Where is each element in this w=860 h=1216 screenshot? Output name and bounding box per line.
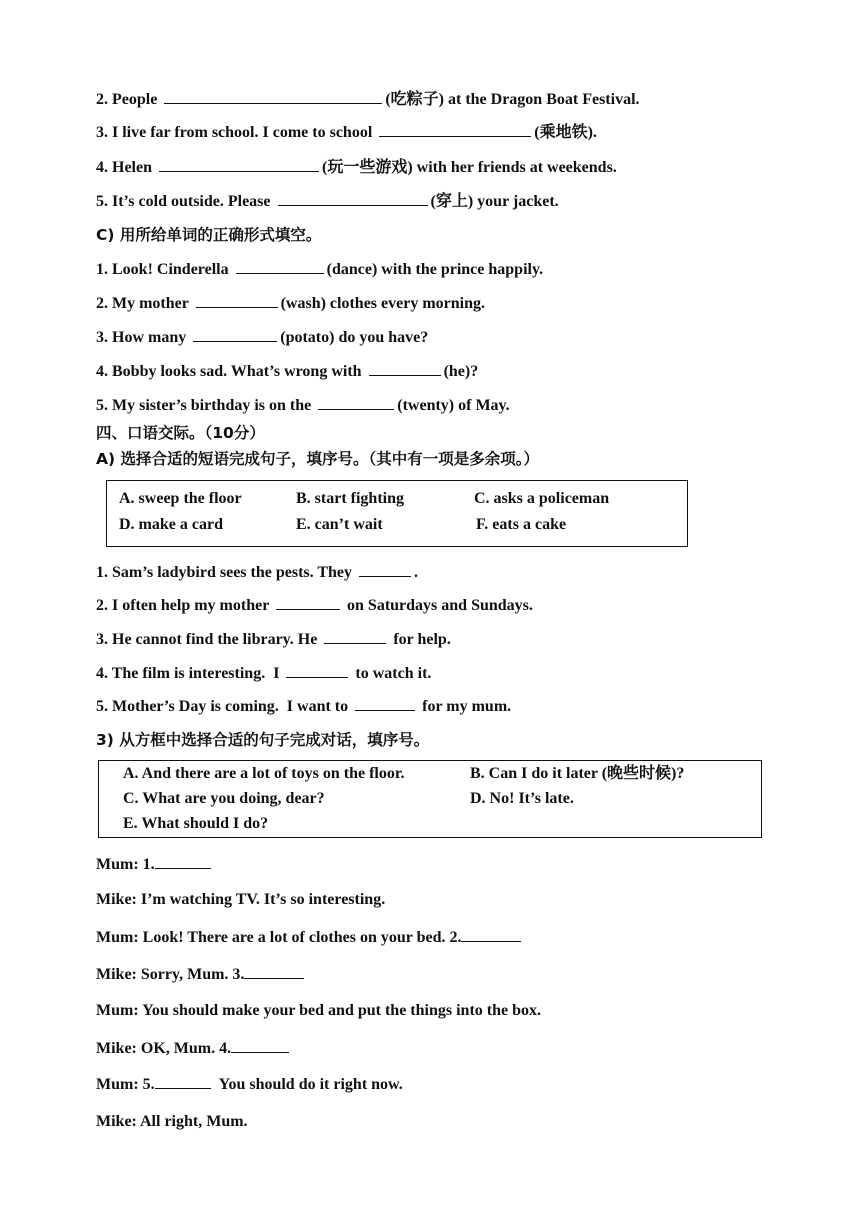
- question-number: 3.: [96, 124, 108, 141]
- answer-blank[interactable]: [355, 696, 415, 711]
- part-c-question-3: [96, 327, 428, 348]
- answer-blank[interactable]: [236, 259, 324, 274]
- answer-blank[interactable]: [159, 157, 319, 172]
- sentence-option-b: B. Can I do it later (晚些时候)?: [470, 765, 685, 782]
- question-text: (he)?: [443, 363, 479, 380]
- question-number: 5.: [96, 397, 108, 414]
- section-4a-heading: A) 选择合适的短语完成句子，填序号。（其中有一项是多余项。）: [96, 450, 539, 468]
- sentence-option-e: E. What should I do?: [123, 815, 269, 832]
- dialogue-line-6: [96, 1038, 292, 1059]
- section-4-heading: 四、口语交际。（10分）: [96, 424, 265, 442]
- part-b-question-4: [96, 157, 617, 178]
- option-e: E. can’t wait: [296, 516, 383, 533]
- answer-blank[interactable]: [324, 629, 386, 644]
- speaker-label: Mum:: [96, 1076, 139, 1093]
- dialogue-text: You should make your bed and put the things into the box.: [142, 1002, 541, 1019]
- dialogue-line-7: [96, 1074, 403, 1095]
- question-number: 4.: [96, 665, 108, 682]
- question-text: Bobby looks sad. What’s wrong with: [112, 363, 362, 380]
- dialogue-line-2: [96, 890, 385, 910]
- question-text: for help.: [393, 631, 451, 648]
- answer-blank[interactable]: [244, 964, 304, 979]
- option-d: D. make a card: [119, 516, 223, 533]
- section-4a-question-3: [96, 629, 451, 650]
- speaker-label: Mike:: [96, 1040, 137, 1057]
- speaker-label: Mum:: [96, 929, 139, 946]
- speaker-label: Mum:: [96, 1002, 139, 1019]
- section-4a-question-1: [96, 562, 418, 583]
- option-f: F. eats a cake: [476, 516, 567, 533]
- question-text: Look! Cinderella: [112, 261, 229, 278]
- section-4b-heading: 3) 从方框中选择合适的句子完成对话，填序号。: [96, 731, 430, 749]
- dialogue-line-4: [96, 964, 307, 985]
- part-c-question-2: [96, 293, 485, 314]
- answer-blank[interactable]: [369, 361, 441, 376]
- sentence-option-a: A. And there are a lot of toys on the floor.: [123, 765, 405, 782]
- question-text: My sister’s birthday is on the: [112, 397, 312, 414]
- question-text: (乘地铁).: [534, 124, 597, 141]
- question-number: 4.: [96, 159, 108, 176]
- dialogue-line-3: [96, 927, 524, 948]
- dialogue-text: 5.: [142, 1076, 155, 1093]
- section-4a-question-2: [96, 595, 533, 616]
- section-4a-question-4: [96, 663, 431, 684]
- answer-blank[interactable]: [461, 927, 521, 942]
- option-b: B. start fighting: [296, 490, 404, 507]
- question-number: 2.: [96, 91, 108, 108]
- question-text: How many: [112, 329, 187, 346]
- question-number: 1.: [96, 564, 108, 581]
- part-c-question-1: [96, 259, 543, 280]
- speaker-label: Mum:: [96, 856, 139, 873]
- answer-blank[interactable]: [286, 663, 348, 678]
- dialogue-line-1: [96, 854, 214, 875]
- answer-blank[interactable]: [359, 562, 411, 577]
- part-b-question-2: [96, 89, 640, 110]
- sentence-option-c: C. What are you doing, dear?: [123, 790, 325, 807]
- option-a: A. sweep the floor: [119, 490, 242, 507]
- answer-blank[interactable]: [155, 854, 211, 869]
- part-c-heading: C) 用所给单词的正确形式填空。: [96, 226, 322, 244]
- question-text: Helen: [112, 159, 152, 176]
- question-text: .: [414, 564, 419, 581]
- question-text: My mother: [112, 295, 189, 312]
- speaker-label: Mike:: [96, 1113, 137, 1130]
- question-number: 5.: [96, 698, 108, 715]
- question-text: I often help my mother: [112, 597, 270, 614]
- answer-blank[interactable]: [231, 1038, 289, 1053]
- question-text: (dance) with the prince happily.: [326, 261, 544, 278]
- question-text: (potato) do you have?: [280, 329, 429, 346]
- question-text: He cannot find the library. He: [112, 631, 318, 648]
- part-b-question-3: [96, 122, 597, 143]
- question-text: The film is interesting. I: [111, 665, 280, 682]
- question-text: Sam’s ladybird sees the pests. They: [112, 564, 353, 581]
- question-number: 2.: [96, 597, 108, 614]
- question-number: 4.: [96, 363, 108, 380]
- part-c-question-5: [96, 395, 510, 416]
- question-text: (wash) clothes every morning.: [280, 295, 485, 312]
- question-text: Mother’s Day is coming. I want to: [112, 698, 349, 715]
- question-text: for my mum.: [422, 698, 512, 715]
- question-number: 3.: [96, 329, 108, 346]
- answer-blank[interactable]: [379, 122, 531, 137]
- dialogue-text: I’m watching TV. It’s so interesting.: [140, 891, 386, 908]
- part-b-question-5: [96, 191, 559, 212]
- option-c: C. asks a policeman: [474, 490, 610, 507]
- question-number: 2.: [96, 295, 108, 312]
- question-number: 1.: [96, 261, 108, 278]
- dialogue-text: Look! There are a lot of clothes on your bed. 2.: [142, 929, 462, 946]
- dialogue-text: All right, Mum.: [140, 1113, 248, 1130]
- section-4a-question-5: [96, 696, 511, 717]
- answer-blank[interactable]: [155, 1074, 211, 1089]
- dialogue-line-8: [96, 1112, 248, 1132]
- question-text: (穿上) your jacket.: [430, 193, 559, 210]
- speaker-label: Mike:: [96, 891, 137, 908]
- answer-blank[interactable]: [164, 89, 382, 104]
- question-text: on Saturdays and Sundays.: [347, 597, 533, 614]
- question-number: 5.: [96, 193, 108, 210]
- question-text: (吃粽子) at the Dragon Boat Festival.: [385, 91, 640, 108]
- answer-blank[interactable]: [276, 595, 340, 610]
- question-text: It’s cold outside. Please: [112, 193, 271, 210]
- dialogue-text: You should do it right now.: [218, 1076, 403, 1093]
- answer-blank[interactable]: [196, 293, 278, 308]
- question-text: People: [112, 91, 158, 108]
- dialogue-text: 1.: [142, 856, 155, 873]
- dialogue-line-5: [96, 1001, 541, 1021]
- dialogue-text: Sorry, Mum. 3.: [140, 966, 245, 983]
- question-number: 3.: [96, 631, 108, 648]
- answer-blank[interactable]: [193, 327, 277, 342]
- sentence-option-d: D. No! It’s late.: [470, 790, 574, 807]
- question-text: I live far from school. I come to school: [112, 124, 373, 141]
- speaker-label: Mike:: [96, 966, 137, 983]
- dialogue-text: OK, Mum. 4.: [140, 1040, 232, 1057]
- question-text: to watch it.: [355, 665, 432, 682]
- answer-blank[interactable]: [278, 191, 428, 206]
- question-text: (玩一些游戏) with her friends at weekends.: [322, 159, 617, 176]
- question-text: (twenty) of May.: [397, 397, 510, 414]
- part-c-question-4: [96, 361, 478, 382]
- answer-blank[interactable]: [318, 395, 394, 410]
